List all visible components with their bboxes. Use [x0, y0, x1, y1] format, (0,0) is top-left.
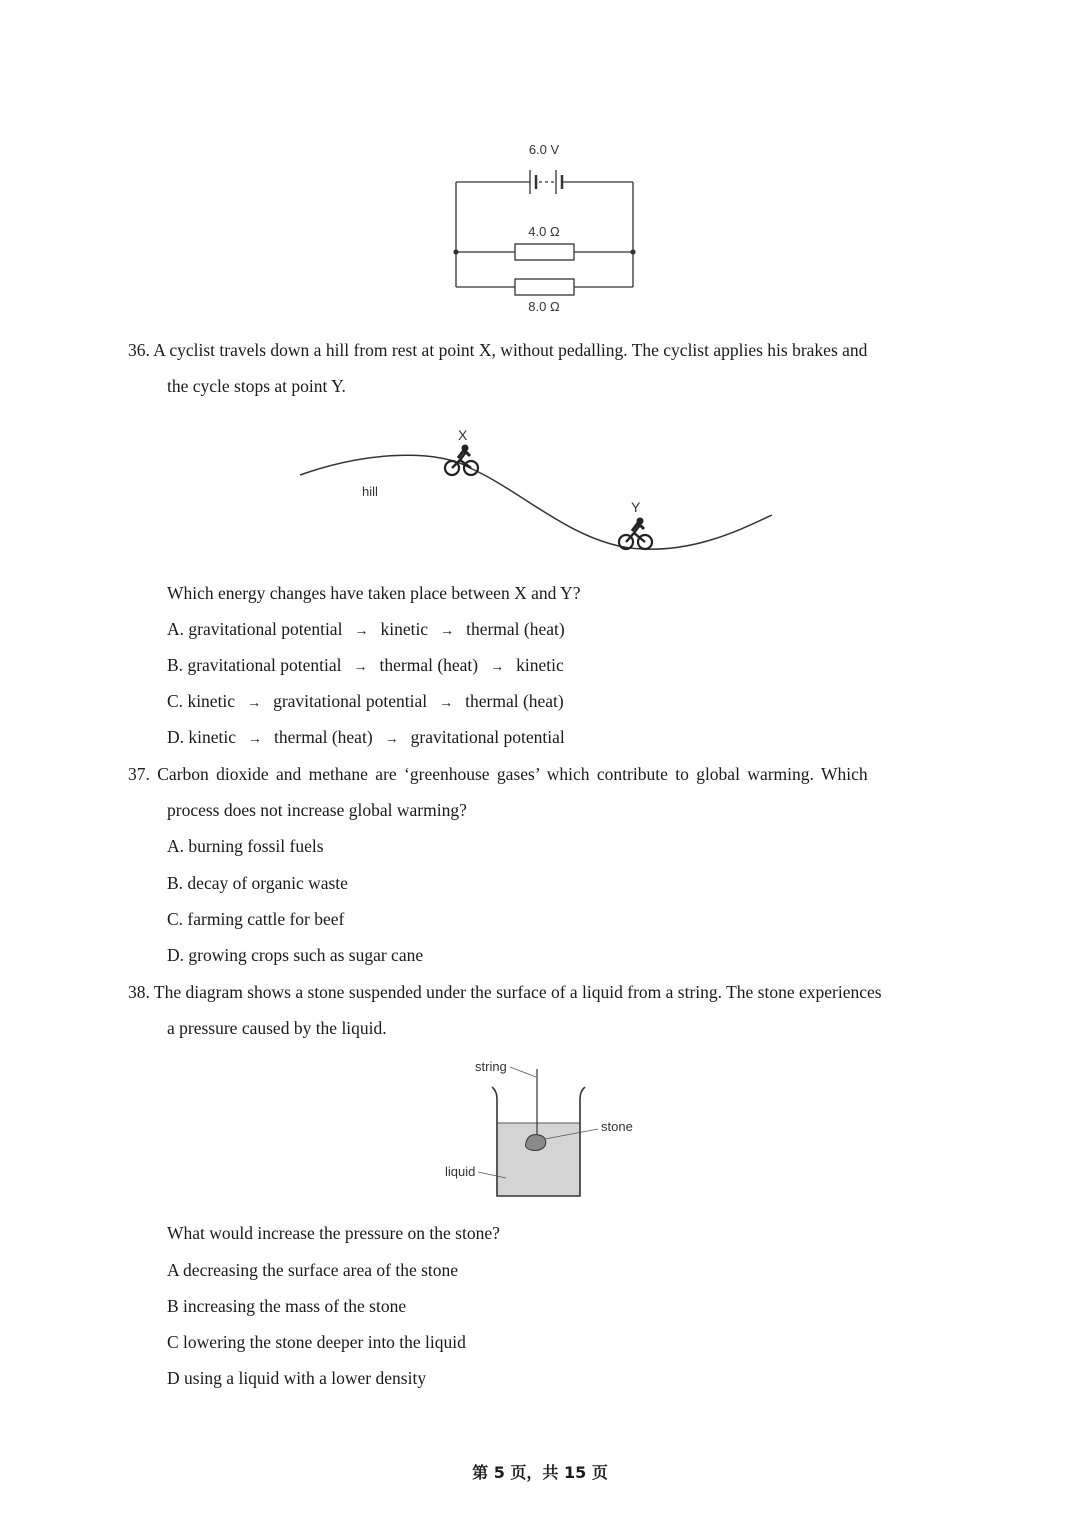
resistor1-label: 4.0 Ω	[528, 224, 560, 239]
page-footer: 第 5 页，共 15 页	[472, 1463, 608, 1482]
circuit-diagram	[440, 135, 650, 320]
string-label: string	[475, 1059, 507, 1074]
cyclist-y-icon	[619, 518, 652, 550]
q36-option-c: C. kinetic → gravitational potential → thermal (heat)	[167, 691, 564, 711]
q37-stem-line2: process does not increase global warming?	[167, 800, 467, 820]
point-x-label: X	[458, 427, 468, 443]
q37-option-b: B. decay of organic waste	[167, 873, 348, 893]
voltage-label: 6.0 V	[528, 142, 560, 157]
q36-option-b: B. gravitational potential → thermal (heat) → kinetic	[167, 655, 564, 675]
q38-question: What would increase the pressure on the stone?	[167, 1223, 500, 1243]
resistor2-label: 8.0 Ω	[528, 299, 560, 314]
beaker-diagram	[440, 1055, 650, 1205]
q38-option-a: A decreasing the surface area of the stone	[167, 1260, 459, 1280]
q38-option-d: D using a liquid with a lower density	[167, 1368, 427, 1388]
q37-option-a: A. burning fossil fuels	[167, 836, 324, 856]
q37-option-c: C. farming cattle for beef	[167, 909, 345, 929]
q38-stem-line1: 38. The diagram shows a stone suspended under the surface of a liquid from a string. The stone experiences	[128, 982, 882, 1002]
q37-option-d: D. growing crops such as sugar cane	[167, 945, 424, 965]
q38-option-b: B increasing the mass of the stone	[167, 1296, 407, 1316]
hill-diagram	[290, 420, 790, 560]
hill-label: hill	[362, 484, 378, 499]
point-y-label: Y	[631, 499, 641, 515]
stone-label: stone	[601, 1119, 633, 1134]
liquid-label: liquid	[445, 1164, 476, 1179]
q36-stem-line1: 36. A cyclist travels down a hill from rest at point X, without pedalling. The cyclist applies his brakes and	[128, 340, 868, 360]
q36-option-a: A. gravitational potential → kinetic → thermal (heat)	[167, 619, 565, 639]
q36-stem-line2: the cycle stops at point Y.	[167, 376, 346, 396]
q36-option-d: D. kinetic → thermal (heat) → gravitational potential	[167, 727, 565, 747]
q38-option-c: C lowering the stone deeper into the liquid	[167, 1332, 466, 1352]
q37-stem-line1: 37. Carbon dioxide and methane are ‘greenhouse gases’ which contribute to global warming. Which	[128, 764, 868, 784]
q36-question: Which energy changes have taken place between X and Y?	[167, 583, 581, 603]
q38-stem-line2: a pressure caused by the liquid.	[167, 1018, 387, 1038]
